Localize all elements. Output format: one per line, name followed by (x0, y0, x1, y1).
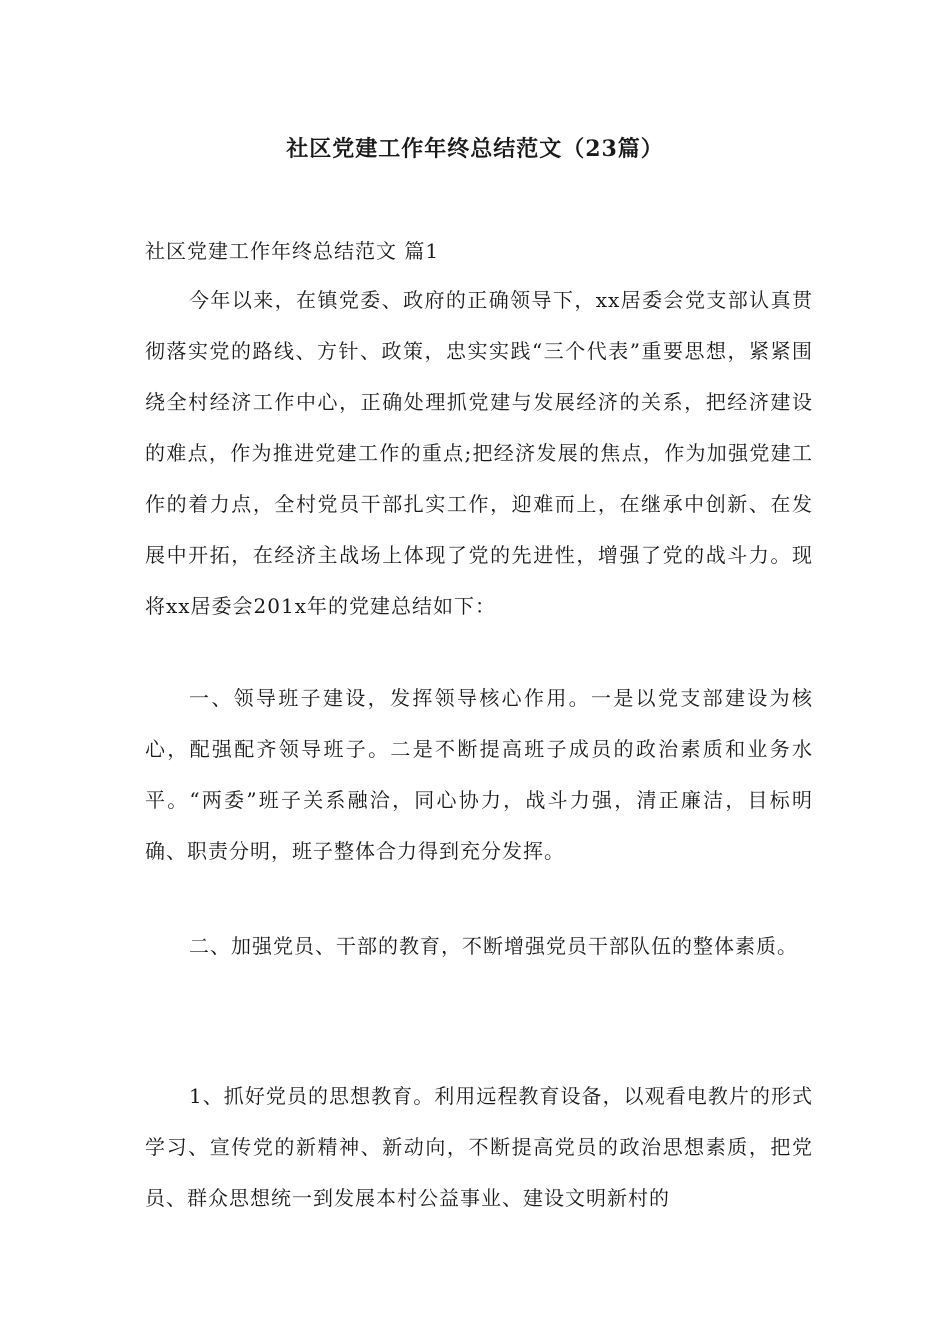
paragraph-intro: 今年以来，在镇党委、政府的正确领导下，xx居委会党支部认真贯彻落实党的路线、方针、政策，忠实实践“三个代表”重要思想，紧紧围绕全村经济工作中心，正确处理抓党建与发展经济的关系，把经济建设的难点，作为推进党建工作的重点;把经济发展的焦点，作为加强党建工作的着力点，全村党员干部扎实工作，迎难而上，在继承中创新、在发展中开拓，在经济主战场上体现了党的先进性，增强了党的战斗力。现将xx居委会201x年的党建总结如下： (145, 288, 813, 618)
paragraph-leadership: 一、领导班子建设，发挥领导核心作用。一是以党支部建设为核心，配强配齐领导班子。二是不断提高班子成员的政治素质和业务水平。“两委”班子关系融洽，同心协力，战斗力强，清正廉洁，目标明确、职责分明，班子整体合力得到充分发挥。 (145, 686, 813, 863)
paragraph-education-heading: 二、加强党员、干部的教育，不断增强党员干部队伍的整体素质。 (189, 934, 798, 958)
section-subtitle: 社区党建工作年终总结范文 篇1 (145, 239, 440, 263)
document-title: 社区党建工作年终总结范文（23篇） (286, 136, 664, 162)
paragraph-ideological-education: 1、抓好党员的思想教育。利用远程教育设备，以观看电教片的形式学习、宣传党的新精神、新动向，不断提高党员的政治思想素质，把党员、群众思想统一到发展本村公益事业、建设文明新村的 (145, 1084, 813, 1210)
